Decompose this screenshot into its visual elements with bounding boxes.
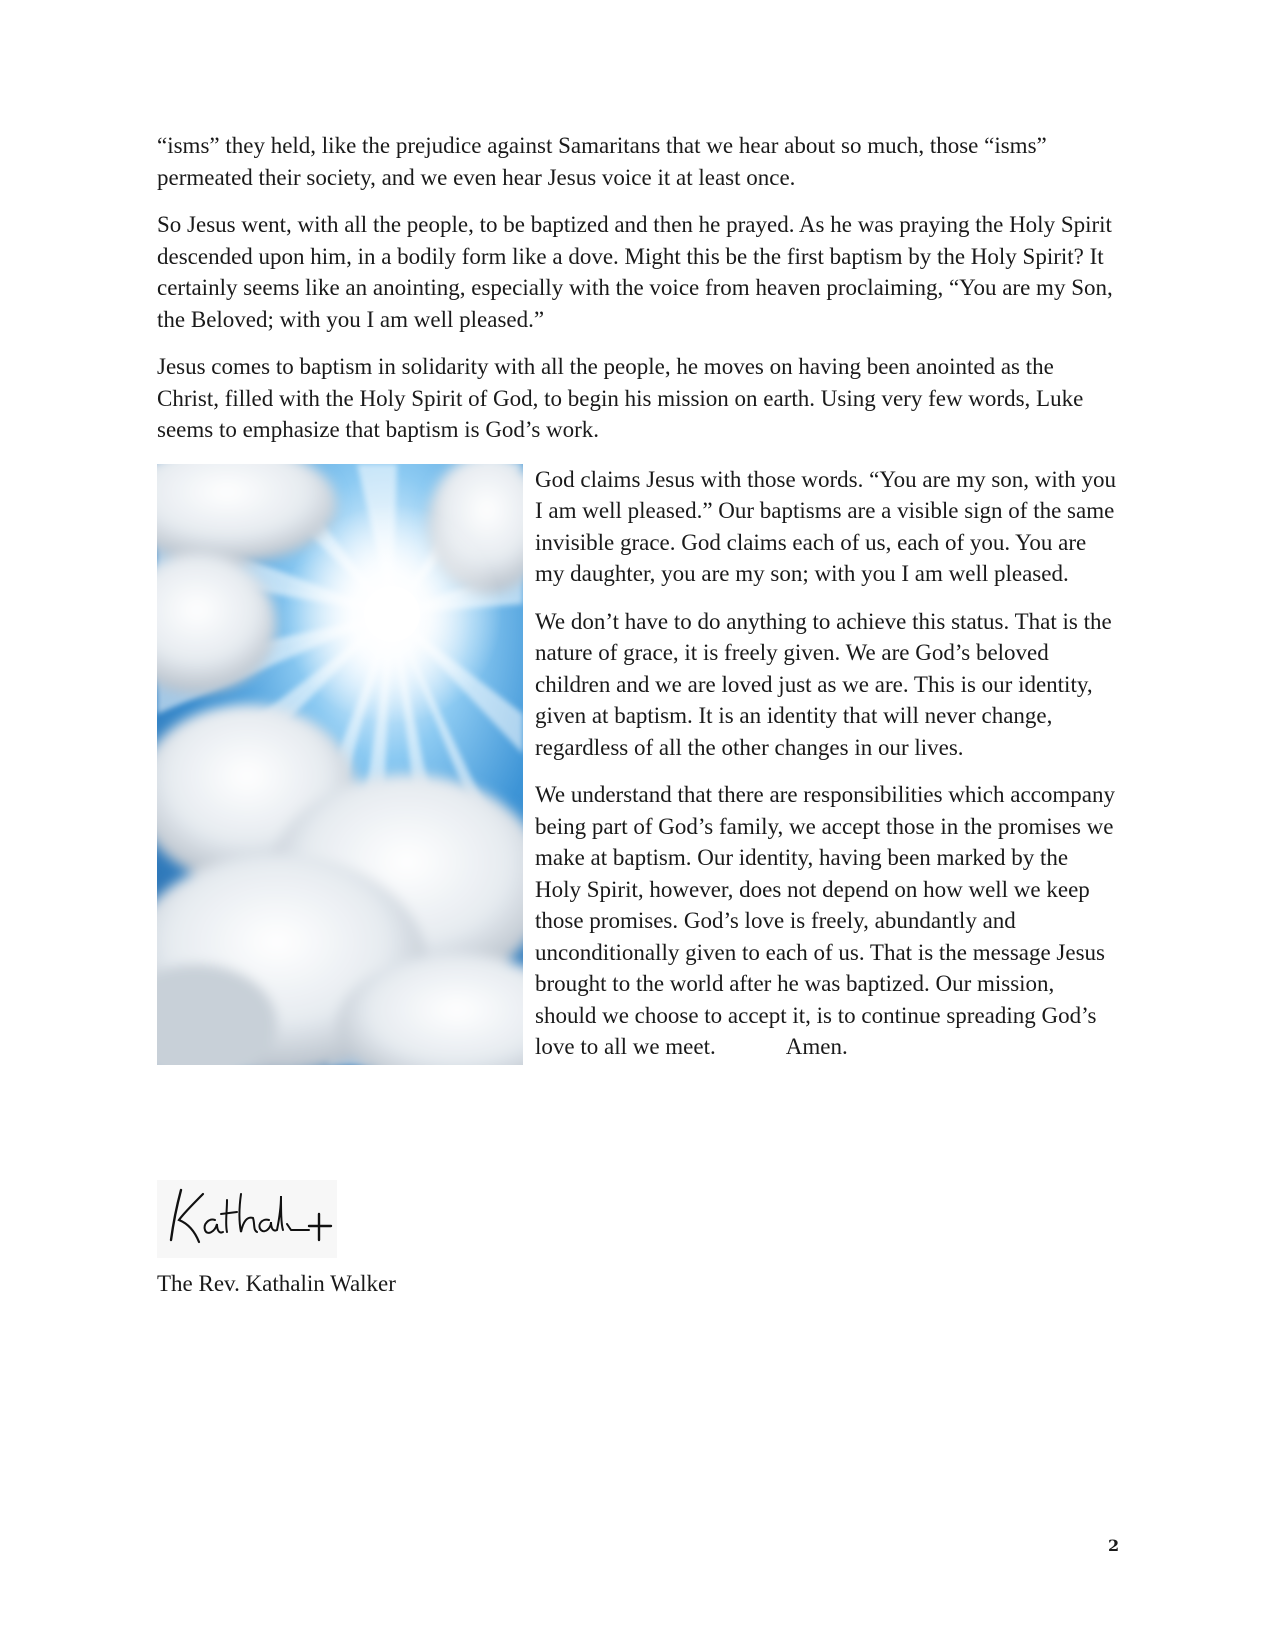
signature-image [157, 1180, 337, 1258]
sky-sunburst-image [157, 464, 523, 1065]
paragraph-god-claims: God claims Jesus with those words. “You are my son, with you I am well pleased.” Our baptisms are a visible sign of the same invisible grace. God claims each of us, each of you. You are my daughter, you are my son; with you I am well pleased. [535, 466, 1116, 586]
document-body [157, 130, 1117, 1079]
paragraph-grace: We don’t have to do anything to achieve this status. That is the nature of grace, it is freely given. We are God’s beloved children and we are loved just as we are. This is our identity, given at baptism. It is an identity that will never change, regardless of all the other changes in our lives. [535, 608, 1112, 760]
page-number: 2 [1108, 1536, 1120, 1555]
paragraph-responsibilities-text: We understand that there are responsibilities which accompany being part of God’s family, we accept those in the promises we make at baptism. Our identity, having been marked by the Holy Spirit, however, does not depend on how well we keep those promises. God’s love is freely, abundantly and unconditionally given to each of us. That is the message Jesus brought to the world after he was baptized. Our mission, should we choose to accept it, is to continue spreading God’s love to all we meet. [535, 782, 1115, 1059]
paragraph-solidarity: Jesus comes to baptism in solidarity with all the people, he moves on having been anointed as the Christ, filled with the Holy Spirit of God, to begin his mission on earth. Using very few words, Luke seems to emphasize that baptism is God’s work. [157, 354, 1084, 442]
signer-name: The Rev. Kathalin Walker [157, 1271, 396, 1296]
paragraph-baptism-prayer: So Jesus went, with all the people, to be baptized and then he prayed. As he was praying the Holy Spirit descended upon him, in a bodily form like a dove. Might this be the first baptism by the Holy Spirit? It certainly seems like an anointing, especially with the voice from heaven proclaiming, “You are my Son, the Beloved; with you I am well pleased.” [157, 212, 1113, 332]
closing-amen: Amen. [785, 1034, 848, 1059]
paragraph-isms: “isms” they held, like the prejudice against Samaritans that we hear about so much, those “isms” permeated their society, and we even hear Jesus voice it at least once. [157, 133, 1047, 190]
